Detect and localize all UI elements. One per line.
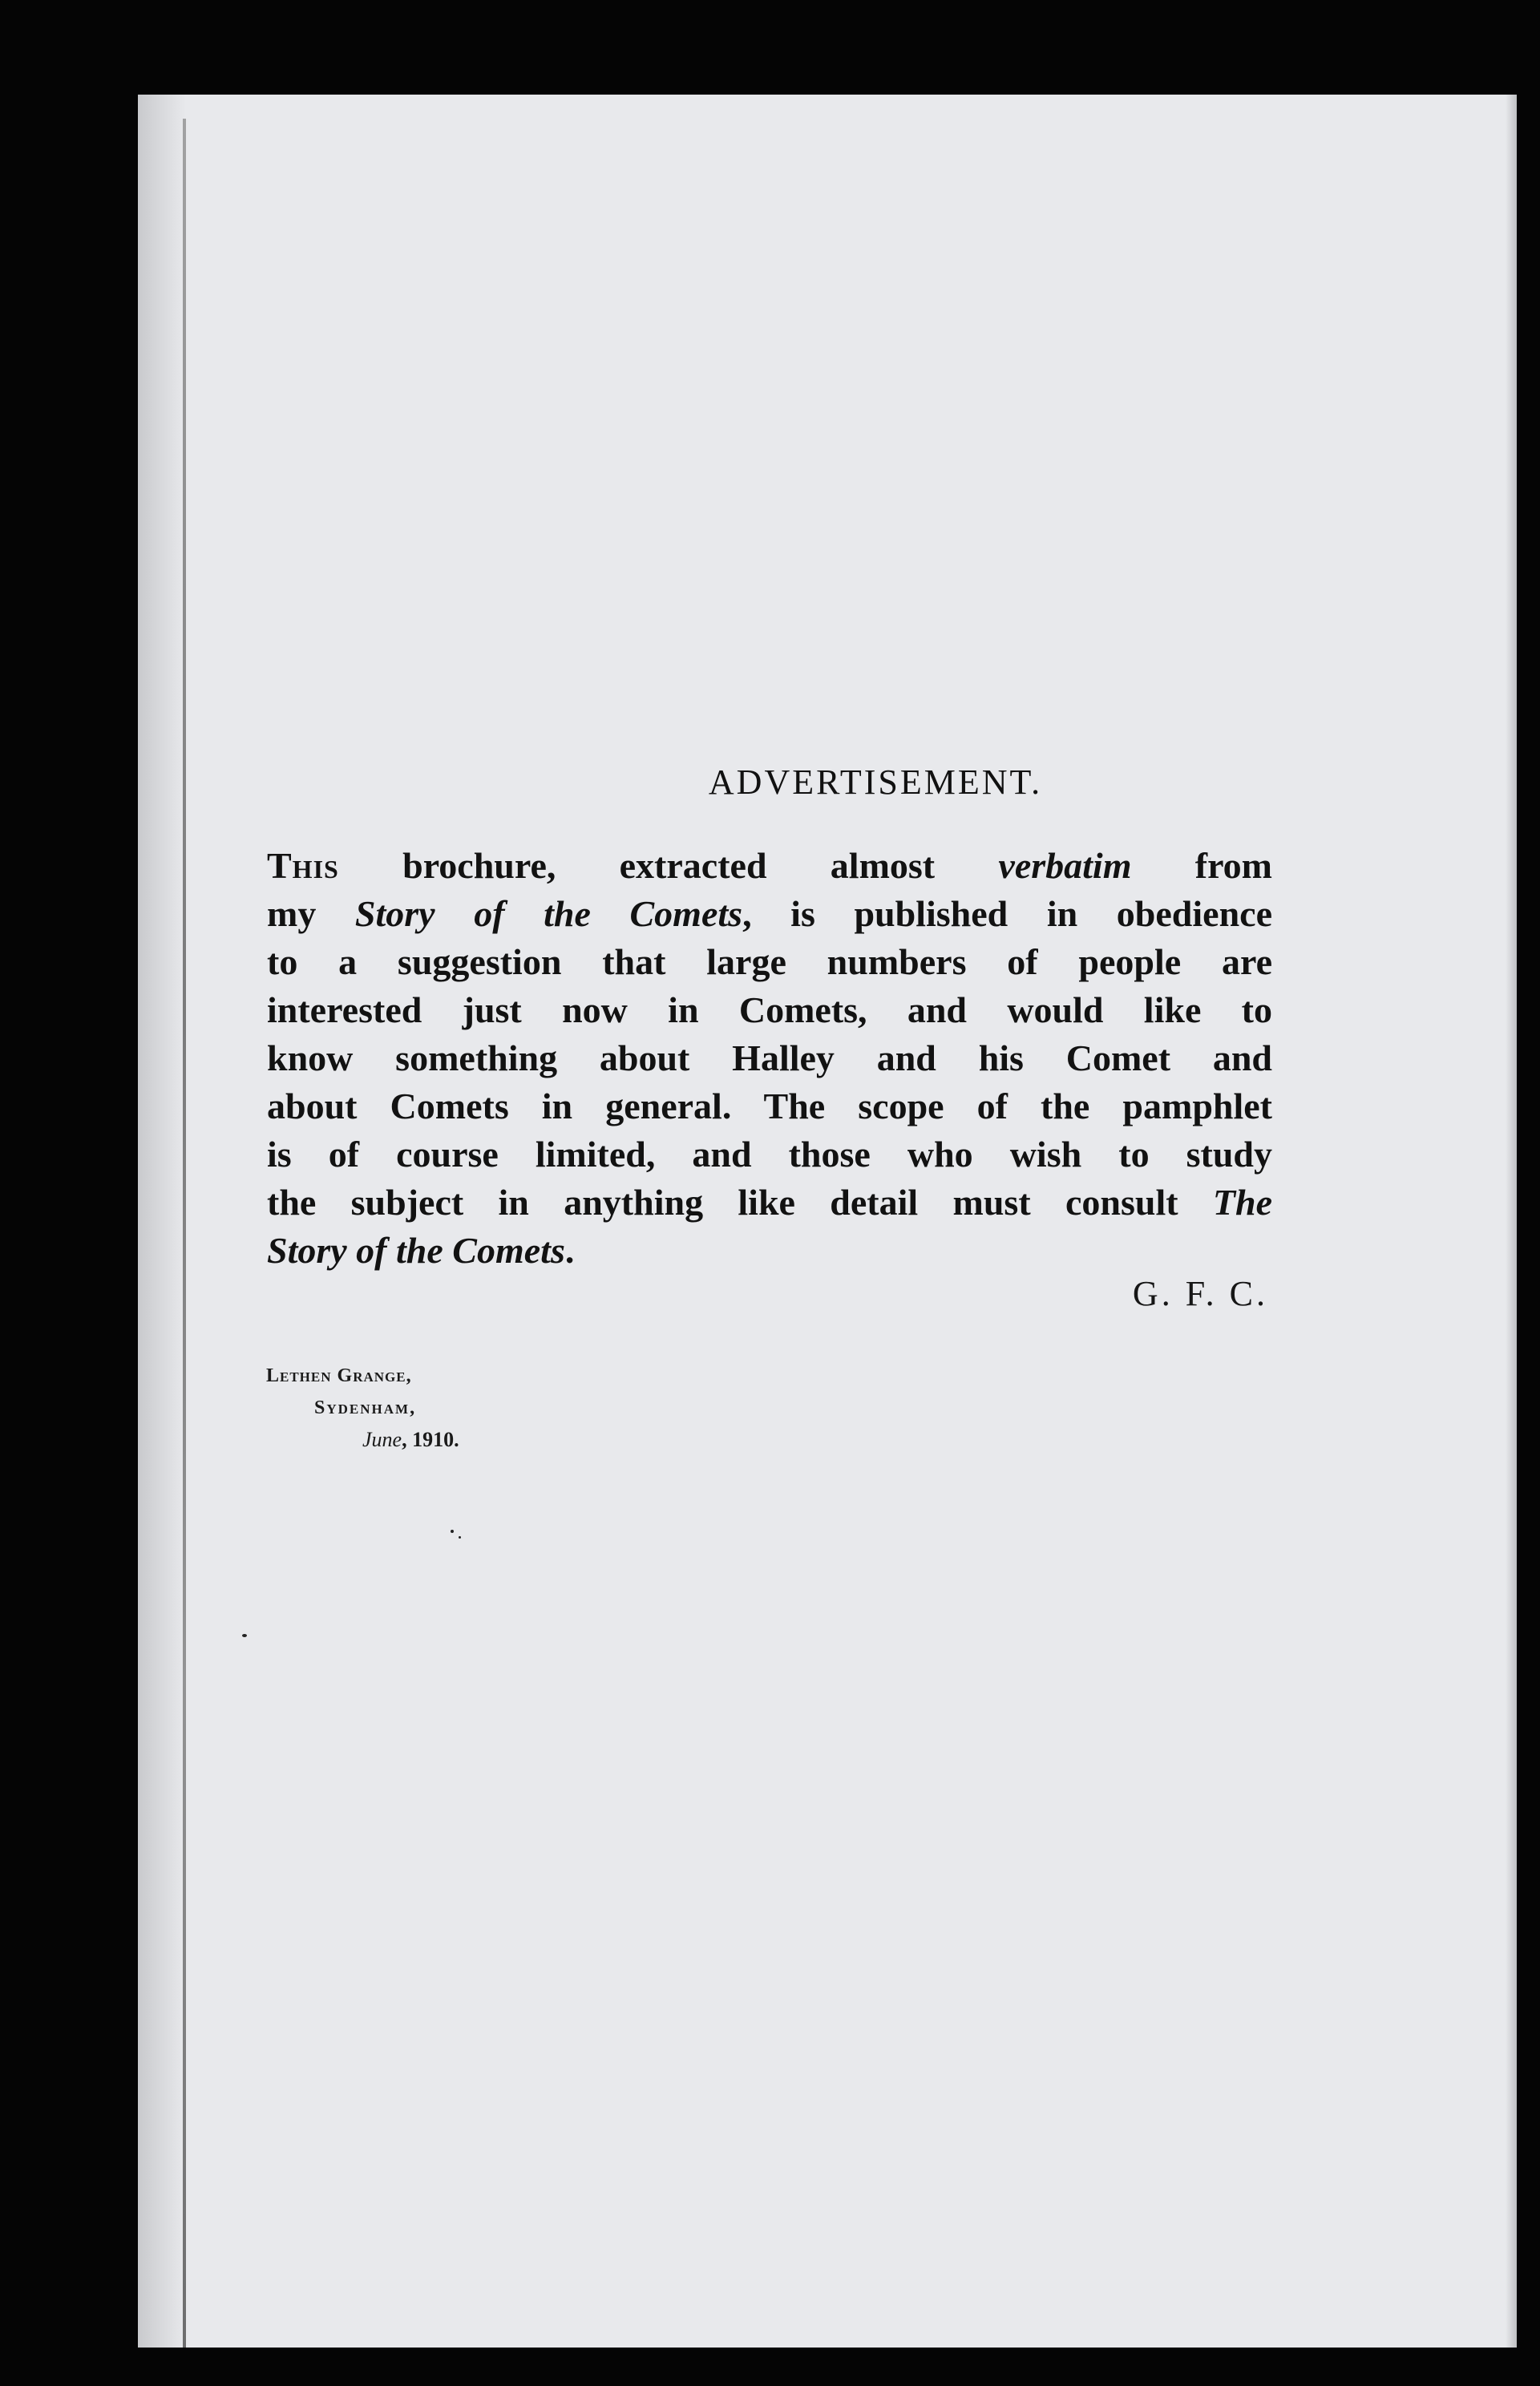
address-block [266,1360,459,1456]
address-year: , 1910. [402,1428,459,1451]
signature-initials: G. F. C. [1132,1274,1268,1313]
address-date [266,1424,459,1456]
paragraph-text: about Comets in general. The scope of the pamphlet [267,1086,1272,1126]
paragraph-text: know something about Halley and his Comet and [267,1037,1272,1078]
page-title: ADVERTISEMENT. [708,762,1043,802]
scan-speck [242,1634,247,1637]
address-line-1: Lethen Grange, [266,1365,412,1386]
paragraph-line [267,986,1272,1034]
paragraph-line [267,938,1272,986]
paragraph-text: This [267,845,339,886]
address-month: June [362,1428,402,1451]
paragraph-text: . [564,1230,575,1271]
document-page [138,95,1517,2348]
paragraph-text: from [1131,845,1272,886]
italic-text: verbatim [998,845,1132,886]
italic-text: Story of the Comets [354,893,743,934]
gutter-shadow [138,95,186,2348]
advertisement-paragraph [267,842,1272,1275]
paragraph-text: interested just now in Comets, and would like to [267,989,1272,1030]
binding-line [183,119,186,2348]
italic-text: Story of the Comets [267,1230,565,1271]
paragraph-line [267,1227,1272,1275]
paragraph-text: , is published in obedience [742,893,1272,934]
page-edge [1506,95,1517,2348]
paragraph-line [267,1034,1272,1082]
paragraph-text: is of course limited, and those who wish to study [267,1134,1272,1175]
paragraph-text: to a suggestion that large numbers of people are [267,941,1272,982]
paragraph-text: the subject in anything like detail must consult [267,1182,1213,1223]
scan-speck [451,1530,454,1533]
paragraph-text: my [267,893,355,934]
address-line-2: Sydenham, [314,1397,417,1418]
paragraph-line [267,1179,1272,1227]
paragraph-line [267,1130,1272,1179]
paragraph-text: brochure, extracted almost [338,845,999,886]
paragraph-line [267,1082,1272,1130]
paragraph-line [267,842,1272,890]
italic-text: The [1212,1182,1272,1223]
paragraph-line [267,890,1272,938]
scan-speck [459,1536,461,1539]
